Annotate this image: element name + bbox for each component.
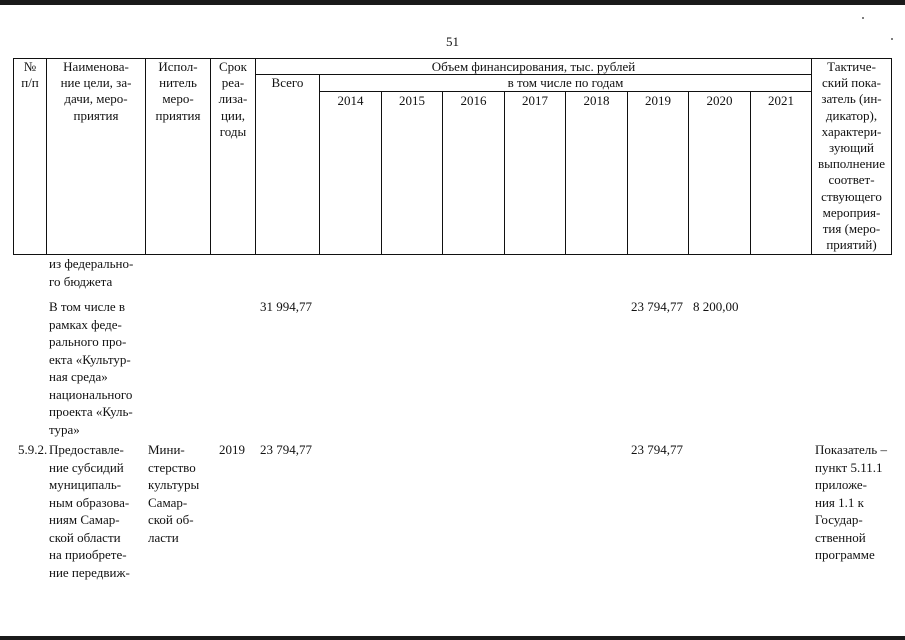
row-executor: Мини- стерство культуры Самар- ской об- ласти [148, 442, 200, 545]
table-rule [891, 58, 892, 255]
header-num: № п/п [21, 59, 39, 91]
header-indicator: Тактиче- ский пока- затель (ин- дикатор), характери- зующий выполнение соответ- ствующего мероприя- тия (меро- приятий) [817, 59, 886, 253]
header-year-2021: 2021 [768, 93, 794, 108]
table-rule [504, 91, 505, 255]
row-name: В том числе в рамках феде- рального про- екта «Культур- ная среда» национального проекта «Куль- тура» [49, 299, 133, 437]
row-2019: 23 794,77 [631, 299, 683, 314]
table-rule [565, 91, 566, 255]
table-rule [750, 91, 751, 255]
header-year-2016: 2016 [460, 93, 487, 108]
row-2020: 8 200,00 [693, 299, 739, 314]
row-total: 23 794,77 [260, 442, 312, 457]
header-executor: Испол- нитель меро- приятия [155, 59, 201, 123]
header-year-2017: 2017 [522, 93, 548, 108]
scan-top-border [0, 0, 905, 5]
row-indicator: Показатель – пункт 5.11.1 приложе- ния 1.1 к Государ- ственной программе [815, 442, 887, 562]
scan-bottom-border [0, 636, 905, 640]
header-total: Всего [271, 75, 304, 90]
table-rule [442, 91, 443, 255]
header-by-years: в том числе по годам [507, 75, 624, 90]
header-year-2018: 2018 [583, 93, 610, 108]
row-name: из федерально- го бюджета [49, 256, 134, 289]
table-rule [627, 91, 628, 255]
row-2019: 23 794,77 [631, 442, 683, 457]
row-total: 31 994,77 [260, 299, 312, 314]
header-year-2014: 2014 [337, 93, 364, 108]
header-year-2015: 2015 [399, 93, 425, 108]
table-rule [688, 91, 689, 255]
header-year-2020: 2020 [706, 93, 733, 108]
page-number: 51 [446, 34, 459, 49]
scan-speck [862, 17, 864, 19]
header-funding: Объем финансирования, тыс. рублей [431, 59, 636, 74]
header-year-2019: 2019 [645, 93, 671, 108]
header-term: Срок реа- лиза- ции, годы [218, 59, 248, 139]
row-name: Предоставле- ние субсидий муниципаль- ным образова- ниям Самар- ской области на приобрете- ние передвиж- [49, 442, 130, 580]
header-name: Наименова- ние цели, за- дачи, меро- приятия [60, 59, 132, 123]
table-rule [381, 91, 382, 255]
row-term: 2019 [219, 442, 245, 457]
row-num: 5.9.2. [18, 442, 48, 457]
